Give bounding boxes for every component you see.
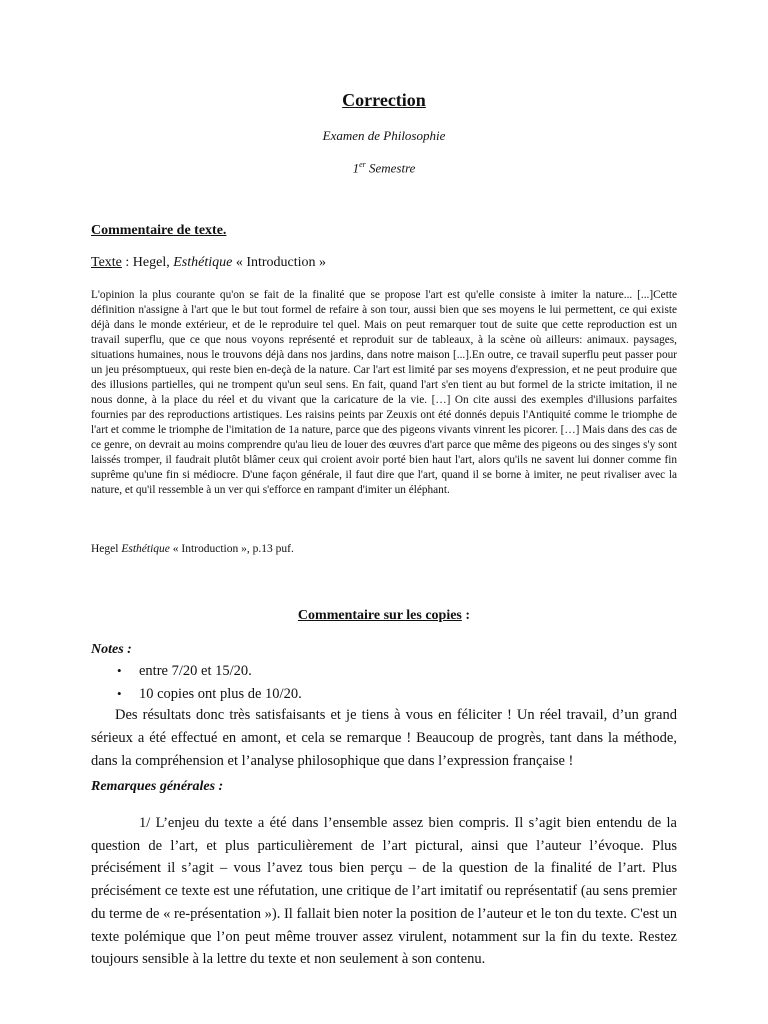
bullet-icon: •	[117, 686, 122, 701]
remarque-paragraph: 1/ L’enjeu du texte a été dans l’ensemble assez bien compris. Il s’agit bien entendu de la question de l’art, et plus particulièrement de l’art pictural, ainsi que l’auteur l’évoque. Plus précisément il s’agit – vous l’avez tous bien perçu – de la question de la finalité de l’art. Plus précisément ce texte est une réfutation, une critique de l’art imitatif ou représentatif (au sens premier du terme de « re-présentation »). Il fallait bien noter la position de l’auteur et le ton du texte. C'est un texte polémique que l’on peut même trouver assez virulent, notamment sur la fin du texte. Restez toujours sensible à la lettre du texte et non seulement à son contenu.	[91, 815, 677, 968]
semester-label: Semestre	[365, 160, 416, 176]
copies-heading	[0, 608, 768, 624]
texte-work: Esthétique	[173, 255, 233, 270]
texte-label: Texte	[91, 255, 122, 270]
commentaire-heading: Commentaire de texte.	[91, 223, 227, 238]
semester-line	[0, 160, 768, 176]
notes-list	[91, 660, 302, 706]
citation-work: Esthétique	[121, 543, 170, 555]
note-text: 10 copies ont plus de 10/20.	[139, 686, 302, 702]
semester-number: 1	[352, 160, 360, 176]
texte-reference	[91, 255, 326, 271]
texte-separator: : Hegel,	[121, 255, 174, 270]
bullet-icon: •	[117, 663, 122, 678]
copies-heading-text: Commentaire sur les copies	[297, 608, 462, 623]
copies-heading-suffix: :	[461, 608, 471, 623]
note-text: entre 7/20 et 15/20.	[139, 663, 252, 679]
results-paragraph: Des résultats donc très satisfaisants et je tiens à vous en féliciter ! Un réel travail, d’un grand sérieux a été effectué en amont, et cela se remarque ! Beaucoup de progrès, tant dans la méthode, dans la compréhension et l’analyse philosophique que dans l’expression française !	[91, 707, 677, 769]
citation	[91, 543, 294, 555]
citation-author: Hegel	[91, 543, 122, 555]
list-item	[91, 660, 302, 683]
exam-subtitle: Examen de Philosophie	[322, 128, 446, 143]
page-title: Correction	[342, 90, 426, 110]
remarques-heading: Remarques générales :	[91, 779, 224, 794]
hegel-quote: L'opinion la plus courante qu'on se fait de la finalité que se propose l'art est qu'elle consiste à imiter la nature... [...]Cette définition n'assigne à l'art que le but tout formel de refaire à son tour, aussi bien que ses moyens le lui permettent, ce qui existe déjà dans le monde extérieur, et de le reproduire tel quel. Mais on peut remarquer tout de suite que cette reproduction est un travail superflu, que ce que nous voyons représenté et reproduit sur de tableaux, à la scène où ailleurs: animaux. paysages, situations humaines, nous le trouvons déjà dans nos jardins, dans notre maison [...].En outre, ce travail superflu peut passer pour un jeu présomptueux, qui reste bien en-deçà de la nature. Car l'art est limité par ses moyens d'expression, et ne peut produire que des illusions partielles, qui ne trompent qu'un seul sens. En fait, quand l'art s'en tient au but formel de la stricte imitation, il ne nous donne, à la place du réel et du vivant que la caricature de la vie. […] On cite aussi des exemples d'illusions parfaites fournies par des reproductions artistiques. Les raisins peints par Zeuxis ont été donnés depuis l'Antiquité comme le triomphe de l'art et comme le triomphe de l'imitation de 1a nature, parce que des pigeons vivants vinrent les picorer. […] Mais dans des cas de ce genre, on devrait au moins comprendre qu'au lieu de louer des œuvres d'art parce que même des pigeons ou des singes s'y sont laissés tromper, il faudrait plutôt blâmer ceux qui croient avoir porté bien haut l'art, alors qu'ils ne savent lui donner comme fin suprême qu'une fin si médiocre. D'une façon générale, il faut dire que l'art, quand il se borne à imiter, ne peut rivaliser avec la nature, et qu'il ressemble à un ver qui s'efforce en rampant d'imiter un éléphant.	[91, 289, 677, 496]
list-item	[91, 683, 302, 706]
texte-rest: « Introduction »	[232, 255, 327, 270]
citation-rest: « Introduction », p.13 puf.	[169, 543, 294, 555]
notes-heading: Notes :	[91, 642, 132, 657]
semester-superscript: er	[359, 160, 366, 169]
